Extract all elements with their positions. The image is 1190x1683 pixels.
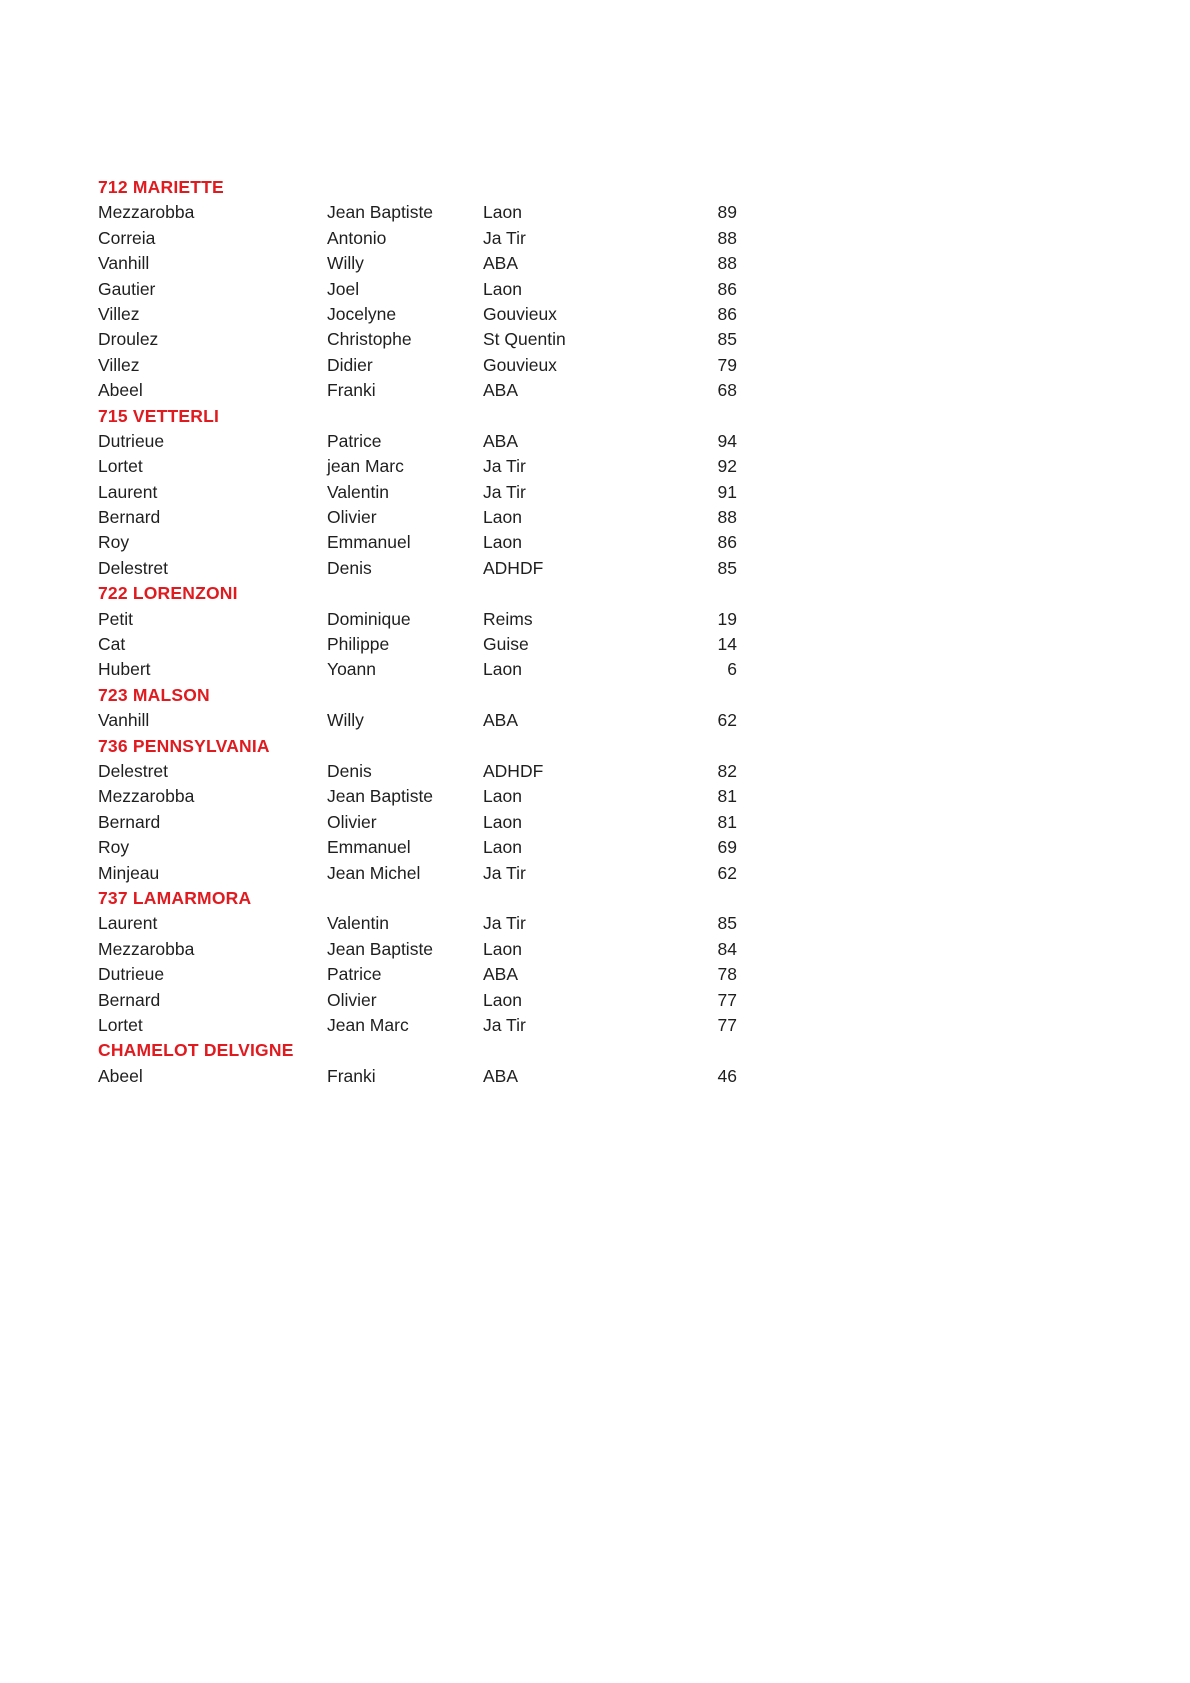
club-name: ABA bbox=[483, 964, 519, 985]
score-value: 89 bbox=[717, 202, 737, 223]
first-name: jean Marc bbox=[327, 456, 404, 477]
score-value: 85 bbox=[717, 913, 737, 934]
club-name: Gouvieux bbox=[483, 354, 557, 375]
last-name: Gautier bbox=[98, 278, 156, 299]
first-name: Christophe bbox=[327, 329, 412, 350]
table-row bbox=[98, 429, 737, 454]
last-name: Petit bbox=[98, 608, 134, 629]
club-name: Guise bbox=[483, 634, 529, 655]
score-value: 85 bbox=[717, 329, 737, 350]
section-title: 712 MARIETTE bbox=[98, 177, 224, 197]
first-name: Emmanuel bbox=[327, 532, 411, 553]
table-row bbox=[98, 911, 737, 936]
table-row bbox=[98, 657, 737, 682]
club-name: Laon bbox=[483, 278, 522, 299]
first-name: Joel bbox=[327, 278, 360, 299]
table-row bbox=[98, 480, 737, 505]
first-name: Olivier bbox=[327, 989, 377, 1010]
last-name: Lortet bbox=[98, 456, 143, 477]
section-title: 722 LORENZONI bbox=[98, 583, 238, 604]
club-name: Ja Tir bbox=[483, 456, 526, 477]
last-name: Mezzarobba bbox=[98, 202, 195, 223]
club-name: Laon bbox=[483, 989, 522, 1010]
table-row bbox=[98, 200, 737, 225]
last-name: Mezzarobba bbox=[98, 786, 195, 807]
table-row bbox=[98, 505, 737, 530]
club-name: ABA bbox=[483, 1065, 519, 1086]
last-name: Cat bbox=[98, 634, 126, 655]
score-value: 68 bbox=[717, 380, 737, 401]
last-name: Bernard bbox=[98, 811, 161, 832]
club-name: ABA bbox=[483, 430, 519, 451]
score-value: 88 bbox=[717, 253, 737, 274]
first-name: Olivier bbox=[327, 811, 377, 832]
score-value: 77 bbox=[717, 1014, 737, 1035]
score-value: 19 bbox=[717, 608, 737, 629]
last-name: Correia bbox=[98, 227, 156, 248]
club-name: Laon bbox=[483, 938, 522, 959]
last-name: Bernard bbox=[98, 989, 161, 1010]
last-name: Roy bbox=[98, 532, 130, 553]
section-title: 736 PENNSYLVANIA bbox=[98, 735, 270, 756]
table-row bbox=[98, 784, 737, 809]
table-row bbox=[98, 353, 737, 378]
first-name: Jean Michel bbox=[327, 862, 421, 883]
score-value: 86 bbox=[717, 303, 737, 324]
table-row bbox=[98, 1013, 737, 1038]
table-row bbox=[98, 327, 737, 352]
first-name: Jocelyne bbox=[327, 303, 397, 324]
score-value: 94 bbox=[717, 430, 737, 451]
score-value: 86 bbox=[717, 532, 737, 553]
last-name: Bernard bbox=[98, 507, 161, 528]
first-name: Antonio bbox=[327, 227, 387, 248]
table-row bbox=[98, 302, 737, 327]
last-name: Vanhill bbox=[98, 253, 150, 274]
score-value: 81 bbox=[717, 811, 737, 832]
score-value: 6 bbox=[727, 659, 737, 680]
last-name: Delestret bbox=[98, 557, 169, 578]
last-name: Abeel bbox=[98, 380, 143, 401]
first-name: Valentin bbox=[327, 481, 389, 502]
score-value: 84 bbox=[717, 938, 737, 959]
table-row bbox=[98, 962, 737, 987]
table-row bbox=[98, 632, 737, 657]
score-value: 88 bbox=[717, 507, 737, 528]
score-value: 69 bbox=[717, 837, 737, 858]
last-name: Dutrieue bbox=[98, 964, 165, 985]
score-value: 46 bbox=[717, 1065, 737, 1086]
club-name: St Quentin bbox=[483, 329, 566, 350]
first-name: Willy bbox=[327, 710, 364, 731]
last-name: Villez bbox=[98, 303, 140, 324]
club-name: Laon bbox=[483, 837, 522, 858]
table-row bbox=[98, 251, 737, 276]
score-value: 88 bbox=[717, 227, 737, 248]
first-name: Denis bbox=[327, 760, 372, 781]
section-title: 737 LAMARMORA bbox=[98, 887, 252, 908]
club-name: Gouvieux bbox=[483, 303, 557, 324]
first-name: Willy bbox=[327, 253, 364, 274]
club-name: Reims bbox=[483, 608, 533, 629]
score-value: 92 bbox=[717, 456, 737, 477]
first-name: Dominique bbox=[327, 608, 411, 629]
score-value: 77 bbox=[717, 989, 737, 1010]
score-value: 62 bbox=[717, 710, 737, 731]
first-name: Emmanuel bbox=[327, 837, 411, 858]
section-title: 723 MALSON bbox=[98, 684, 210, 705]
club-name: ADHDF bbox=[483, 557, 544, 578]
last-name: Hubert bbox=[98, 659, 151, 680]
first-name: Jean Baptiste bbox=[327, 938, 434, 959]
club-name: Ja Tir bbox=[483, 481, 526, 502]
last-name: Delestret bbox=[98, 760, 169, 781]
club-name: Laon bbox=[483, 532, 522, 553]
section-title: 715 VETTERLI bbox=[98, 405, 220, 426]
first-name: Franki bbox=[327, 1065, 376, 1086]
table-row bbox=[98, 835, 737, 860]
score-value: 81 bbox=[717, 786, 737, 807]
club-name: Ja Tir bbox=[483, 227, 526, 248]
club-name: Laon bbox=[483, 507, 522, 528]
first-name: Valentin bbox=[327, 913, 389, 934]
club-name: Ja Tir bbox=[483, 913, 526, 934]
table-row bbox=[98, 1064, 737, 1089]
first-name: Jean Marc bbox=[327, 1014, 409, 1035]
table-row bbox=[98, 937, 737, 962]
last-name: Vanhill bbox=[98, 710, 150, 731]
table-row bbox=[98, 378, 737, 403]
first-name: Yoann bbox=[327, 659, 376, 680]
results-list bbox=[98, 175, 737, 1089]
table-row bbox=[98, 988, 737, 1013]
first-name: Patrice bbox=[327, 964, 382, 985]
club-name: Laon bbox=[483, 659, 522, 680]
score-value: 78 bbox=[717, 964, 737, 985]
table-row bbox=[98, 810, 737, 835]
last-name: Dutrieue bbox=[98, 430, 165, 451]
last-name: Abeel bbox=[98, 1065, 143, 1086]
table-row bbox=[98, 607, 737, 632]
club-name: ABA bbox=[483, 380, 519, 401]
first-name: Didier bbox=[327, 354, 373, 375]
score-value: 91 bbox=[717, 481, 737, 502]
score-value: 86 bbox=[717, 278, 737, 299]
club-name: Laon bbox=[483, 202, 522, 223]
table-row bbox=[98, 861, 737, 886]
score-value: 82 bbox=[717, 760, 737, 781]
table-row bbox=[98, 556, 737, 581]
last-name: Lortet bbox=[98, 1014, 143, 1035]
last-name: Roy bbox=[98, 837, 130, 858]
score-value: 79 bbox=[717, 354, 737, 375]
last-name: Minjeau bbox=[98, 862, 160, 883]
last-name: Laurent bbox=[98, 913, 158, 934]
first-name: Denis bbox=[327, 557, 372, 578]
club-name: Ja Tir bbox=[483, 1014, 526, 1035]
club-name: Laon bbox=[483, 811, 522, 832]
club-name: ADHDF bbox=[483, 760, 544, 781]
table-row bbox=[98, 530, 737, 555]
table-row bbox=[98, 708, 737, 733]
club-name: Ja Tir bbox=[483, 862, 526, 883]
last-name: Mezzarobba bbox=[98, 938, 195, 959]
score-value: 14 bbox=[717, 634, 737, 655]
table-row bbox=[98, 226, 737, 251]
first-name: Philippe bbox=[327, 634, 390, 655]
last-name: Villez bbox=[98, 354, 140, 375]
club-name: ABA bbox=[483, 253, 519, 274]
first-name: Olivier bbox=[327, 507, 377, 528]
table-row bbox=[98, 277, 737, 302]
first-name: Franki bbox=[327, 380, 376, 401]
first-name: Jean Baptiste bbox=[327, 786, 434, 807]
club-name: ABA bbox=[483, 710, 519, 731]
table-row bbox=[98, 454, 737, 479]
score-value: 62 bbox=[717, 862, 737, 883]
first-name: Jean Baptiste bbox=[327, 202, 434, 223]
last-name: Droulez bbox=[98, 329, 159, 350]
last-name: Laurent bbox=[98, 481, 158, 502]
score-value: 85 bbox=[717, 557, 737, 578]
club-name: Laon bbox=[483, 786, 522, 807]
first-name: Patrice bbox=[327, 430, 382, 451]
table-row bbox=[98, 759, 737, 784]
section-title: CHAMELOT DELVIGNE bbox=[98, 1040, 294, 1061]
